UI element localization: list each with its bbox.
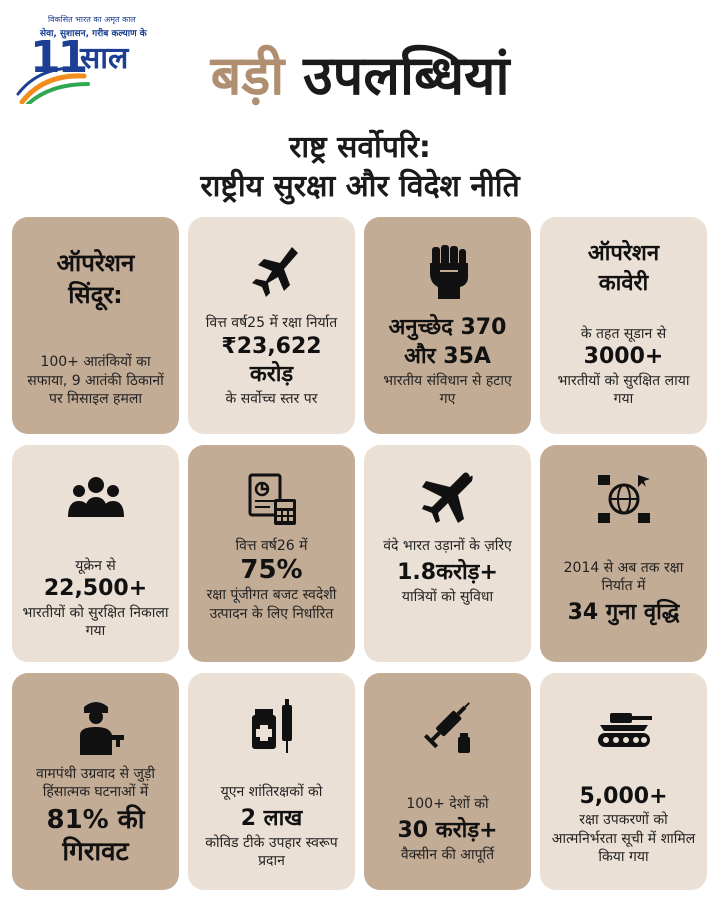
logo-word: साल (80, 41, 129, 76)
card-pre-text: यूक्रेन से (75, 557, 116, 574)
card-operation-sindoor (12, 217, 179, 434)
card-big-value: 34 गुना वृद्धि (567, 600, 680, 626)
card-pre-text: वित्त वर्ष26 में (235, 538, 308, 554)
card-pre-text: के तहत सूडान से (580, 325, 667, 342)
raised-fist-icon (418, 241, 478, 301)
achievements-grid (12, 217, 708, 891)
card-pre-text: वित्त वर्ष25 में रक्षा निर्यात (205, 315, 338, 332)
card-defence-exports (188, 217, 355, 434)
card-un-peacekeepers (188, 673, 355, 890)
card-text: 100+ आतंकियों का सफाया, 9 आतंकी ठिकानों पर मिसाइल हमला (27, 354, 164, 407)
card-ukraine-evacuation (12, 445, 179, 662)
card-post-text: वैक्सीन की आपूर्ति (400, 846, 495, 863)
card-pre-text: यूएन शांतिरक्षकों को (220, 783, 323, 800)
medicine-syringe-icon (242, 697, 302, 757)
card-operation-kaveri (540, 217, 707, 434)
card-heading: ऑपरेशन कावेरी (587, 241, 660, 296)
card-heading: ऑपरेशन सिंदूर: (56, 249, 135, 310)
card-big-value: 30 करोड़+ (397, 818, 498, 844)
page-subtitle (0, 128, 720, 206)
card-post-text: कोविड टीके उपहार स्वरूप प्रदान (205, 834, 338, 869)
card-post-text: यात्रियों को सुविधा (401, 588, 494, 605)
page-title (0, 41, 720, 107)
tank-icon (594, 697, 654, 757)
card-post-text: भारतीयों को सुरक्षित निकाला गया (22, 604, 169, 639)
card-big-value: 81% की गिरावट (46, 805, 145, 867)
card-big-value: 75% (240, 555, 303, 586)
title-part-1: बड़ी (210, 44, 285, 107)
card-vande-bharat-flights (364, 445, 531, 662)
soldier-icon (66, 697, 126, 757)
card-self-reliance (540, 673, 707, 890)
card-big-value: 22,500+ (43, 576, 148, 602)
card-lwe-decline (12, 673, 179, 890)
card-vaccine-supply (364, 673, 531, 890)
global-export-icon (594, 469, 654, 529)
card-post-text: रक्षा पूंजीगत बजट स्वदेशी उत्पादन के लिए निर्धारित (206, 587, 337, 622)
card-big-value: ₹23,622 करोड़ (221, 333, 322, 388)
card-article-370 (364, 217, 531, 434)
card-pre-text: 100+ देशों को (406, 796, 489, 813)
card-big-value: 3000+ (583, 344, 664, 370)
card-pre-text: वामपंथी उग्रवाद से जुड़ी हिंसात्मक घटनाओं में (35, 766, 156, 801)
logo-number: 11 (30, 32, 86, 83)
subtitle-line-1: राष्ट्र सर्वोपरि: (289, 130, 431, 165)
card-capital-budget (188, 445, 355, 662)
card-pre-text: वंदे भारत उड़ानों के ज़रिए (383, 538, 512, 554)
subtitle-line-2: राष्ट्रीय सुरक्षा और विदेश नीति (200, 169, 520, 204)
vaccine-syringe-icon (418, 697, 478, 757)
budget-calculator-icon (242, 469, 302, 529)
card-big-value: 1.8करोड़+ (397, 560, 498, 586)
airplane-icon (418, 469, 478, 529)
logo-tagline-top: विकसित भारत का अमृत काल (48, 15, 136, 24)
card-big-value: 2 लाख (240, 806, 303, 832)
card-post-text: के सर्वोच्च स्तर पर (225, 390, 318, 407)
card-pre-text: 2014 से अब तक रक्षा निर्यात में (563, 560, 684, 595)
card-post-text: भारतीयों को सुरक्षित लाया गया (557, 372, 690, 407)
title-part-2: उपलब्धियां (303, 44, 510, 107)
fighter-jet-icon (242, 241, 302, 301)
card-big-value: 5,000+ (579, 783, 668, 809)
card-export-growth (540, 445, 707, 662)
people-group-icon (66, 469, 126, 529)
card-post-text: रक्षा उपकरणों को आत्मनिर्भरता सूची में शामिल किया गया (551, 812, 696, 865)
card-post-text: भारतीय संविधान से हटाए गए (383, 372, 512, 407)
logo-tagline: सेवा, सुशासन, गरीब कल्याण के (40, 29, 147, 39)
card-big-value: अनुच्छेद 370 और 35A (388, 315, 507, 370)
